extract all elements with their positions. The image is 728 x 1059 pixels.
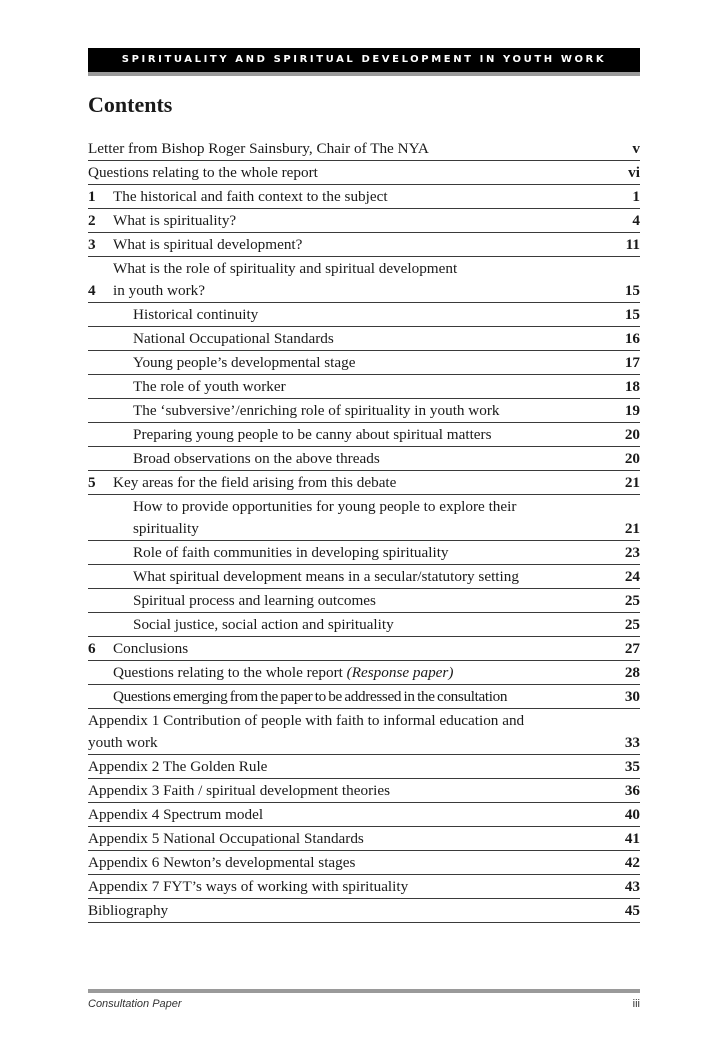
toc-entry-title-line: in youth work?: [113, 282, 205, 299]
toc-entry-title-line: Appendix 6 Newton’s developmental stages: [88, 854, 356, 871]
toc-entry-title-line: What is spiritual development?: [113, 236, 303, 253]
toc-entry-title: [88, 804, 620, 826]
toc-entry-title: [113, 686, 620, 708]
toc-entry-page: 33: [624, 734, 640, 751]
toc-entry[interactable]: [88, 613, 640, 637]
footer-publication-label: Consultation Paper: [88, 998, 182, 1010]
toc-entry-title: [88, 162, 620, 184]
toc-entry-page: 24: [624, 568, 640, 585]
toc-entry-title-line: Key areas for the field arising from this debate: [113, 474, 397, 491]
toc-entry-title-line: Young people’s developmental stage: [133, 354, 356, 371]
toc-entry[interactable]: [88, 495, 640, 541]
toc-entry-title-line: National Occupational Standards: [133, 330, 334, 347]
toc-entry-title-line: Conclusions: [113, 640, 189, 657]
toc-entry-number: 5: [88, 474, 96, 491]
toc-entry[interactable]: [88, 161, 640, 185]
toc-entry-title-line: What is spirituality?: [113, 212, 237, 229]
toc-entry-title-line: Historical continuity: [133, 306, 259, 323]
toc-entry-title-line: Appendix 2 The Golden Rule: [88, 758, 268, 775]
toc-entry-page: 21: [624, 474, 640, 491]
toc-entry-title: [88, 138, 620, 160]
toc-entry-title: [88, 780, 620, 802]
toc-entry-title-line: Bibliography: [88, 902, 169, 919]
toc-entry-title-line: Appendix 5 National Occupational Standards: [88, 830, 364, 847]
header-rule: [88, 72, 640, 76]
toc-entry-title-line: The role of youth worker: [133, 378, 286, 395]
toc-entry-page: 41: [624, 830, 640, 847]
toc-entry-title: [88, 852, 620, 874]
toc-entry-title-line: Preparing young people to be canny about spiritual matters: [133, 426, 492, 443]
toc-entry[interactable]: [88, 209, 640, 233]
toc-entry[interactable]: [88, 541, 640, 565]
toc-entry-title-line: Questions emerging from the paper to be addressed in the consultation: [113, 688, 508, 705]
toc-entry[interactable]: [88, 827, 640, 851]
toc-entry-title: [113, 424, 620, 446]
toc-entry-title: [113, 304, 620, 326]
toc-entry[interactable]: [88, 875, 640, 899]
toc-entry[interactable]: [88, 685, 640, 709]
toc-entry-page: 20: [624, 450, 640, 467]
toc-entry-title: [113, 234, 620, 256]
toc-entry-page: 25: [624, 592, 640, 609]
toc-entry-title-line: Appendix 4 Spectrum model: [88, 806, 264, 823]
toc-entry-title: [113, 210, 620, 232]
toc-entry-title-line: Broad observations on the above threads: [133, 450, 380, 467]
toc-entry[interactable]: [88, 589, 640, 613]
toc-entry-title-line: The historical and faith context to the subject: [113, 188, 388, 205]
toc-entry-title: [113, 638, 620, 660]
toc-entry[interactable]: [88, 851, 640, 875]
toc-entry-number: 6: [88, 640, 96, 657]
toc-entry-number: 3: [88, 236, 96, 253]
toc-entry[interactable]: [88, 779, 640, 803]
toc-entry-title: [113, 186, 620, 208]
toc-entry[interactable]: [88, 257, 640, 303]
toc-entry-title: [113, 662, 620, 684]
toc-entry-title: [113, 400, 620, 422]
table-of-contents: [88, 137, 640, 923]
toc-entry-title-line: Role of faith communities in developing spirituality: [133, 544, 449, 561]
toc-entry-page: 4: [632, 212, 640, 229]
toc-entry-title-line: Spiritual process and learning outcomes: [133, 592, 376, 609]
toc-entry[interactable]: [88, 351, 640, 375]
toc-entry[interactable]: [88, 375, 640, 399]
toc-entry-title: [113, 614, 620, 636]
toc-entry-title-line: The ‘subversive’/enriching role of spirituality in youth work: [133, 402, 500, 419]
toc-entry[interactable]: [88, 565, 640, 589]
toc-entry-title-line: Appendix 1 Contribution of people with faith to informal education and: [88, 712, 525, 729]
toc-entry-page: 23: [624, 544, 640, 561]
toc-entry-title: [88, 756, 620, 778]
toc-entry-page: 42: [624, 854, 640, 871]
toc-entry-title-line: Questions relating to the whole report: [88, 164, 318, 181]
toc-entry-page: 20: [624, 426, 640, 443]
toc-entry-page: 15: [624, 306, 640, 323]
toc-entry-page: 30: [624, 688, 640, 705]
toc-entry-title-line: Social justice, social action and spirituality: [133, 616, 394, 633]
toc-entry-page: 18: [624, 378, 640, 395]
footer-rule: [88, 989, 640, 993]
toc-entry-page: 1: [632, 188, 640, 205]
toc-entry-page: 40: [624, 806, 640, 823]
toc-entry[interactable]: [88, 303, 640, 327]
toc-entry-page: 45: [624, 902, 640, 919]
toc-entry-number: 2: [88, 212, 96, 229]
toc-entry-title: [113, 448, 620, 470]
toc-entry[interactable]: [88, 803, 640, 827]
toc-entry-title-line: youth work: [88, 734, 158, 751]
toc-entry-title: [113, 542, 620, 564]
toc-entry[interactable]: [88, 327, 640, 351]
toc-entry[interactable]: [88, 185, 640, 209]
toc-entry-page: 17: [624, 354, 640, 371]
toc-entry-title-line: spirituality: [133, 520, 199, 537]
toc-entry-page: 35: [624, 758, 640, 775]
toc-entry-page: 21: [624, 520, 640, 537]
toc-entry-title-line: Appendix 3 Faith / spiritual development theories: [88, 782, 391, 799]
toc-entry-title: [113, 258, 620, 302]
toc-entry-title: [113, 472, 620, 494]
toc-entry-page: 11: [625, 236, 640, 253]
footer-page-number: iii: [632, 998, 640, 1010]
toc-entry-title: [113, 376, 620, 398]
toc-entry[interactable]: [88, 233, 640, 257]
toc-entry-title: [88, 900, 620, 922]
toc-entry-page: 25: [624, 616, 640, 633]
toc-entry-title: [113, 328, 620, 350]
toc-entry-page: 15: [624, 282, 640, 299]
toc-entry-title: [113, 496, 620, 540]
toc-entry-number: 4: [88, 282, 96, 299]
toc-entry-title-line: Appendix 7 FYT’s ways of working with spirituality: [88, 878, 409, 895]
toc-entry-page: 19: [624, 402, 640, 419]
toc-entry[interactable]: [88, 755, 640, 779]
toc-entry[interactable]: [88, 661, 640, 685]
toc-entry-title: [113, 566, 620, 588]
toc-entry-page: 36: [624, 782, 640, 799]
toc-entry-title-line: Questions relating to the whole report (Response paper): [113, 664, 454, 681]
toc-entry-title-line: Letter from Bishop Roger Sainsbury, Chair of The NYA: [88, 140, 429, 157]
toc-entry-title-italic: (Response paper): [346, 664, 454, 681]
toc-entry[interactable]: [88, 137, 640, 161]
toc-entry-title: [88, 828, 620, 850]
toc-entry[interactable]: [88, 447, 640, 471]
toc-entry-title-line: What spiritual development means in a secular/statutory setting: [133, 568, 519, 585]
toc-entry-page: 28: [624, 664, 640, 681]
toc-entry-page: 27: [624, 640, 640, 657]
toc-entry-title: [88, 710, 620, 754]
page-title: Contents: [88, 92, 173, 117]
toc-entry-title: [113, 590, 620, 612]
toc-entry-page: v: [632, 140, 640, 157]
toc-entry-title-line: What is the role of spirituality and spiritual development: [113, 260, 458, 277]
toc-entry-number: 1: [88, 188, 96, 205]
toc-entry-title-line: How to provide opportunities for young people to explore their: [133, 498, 517, 515]
toc-entry[interactable]: [88, 471, 640, 495]
toc-entry-page: vi: [628, 164, 640, 181]
toc-entry[interactable]: [88, 709, 640, 755]
toc-entry-title: [88, 876, 620, 898]
running-header: SPIRITUALITY AND SPIRITUAL DEVELOPMENT IN YOUTH WORK: [88, 48, 640, 72]
toc-entry[interactable]: [88, 399, 640, 423]
toc-entry-page: 16: [624, 330, 640, 347]
toc-entry[interactable]: [88, 899, 640, 923]
toc-entry-page: 43: [624, 878, 640, 895]
toc-entry[interactable]: [88, 423, 640, 447]
toc-entry-title: [113, 352, 620, 374]
toc-entry[interactable]: [88, 637, 640, 661]
